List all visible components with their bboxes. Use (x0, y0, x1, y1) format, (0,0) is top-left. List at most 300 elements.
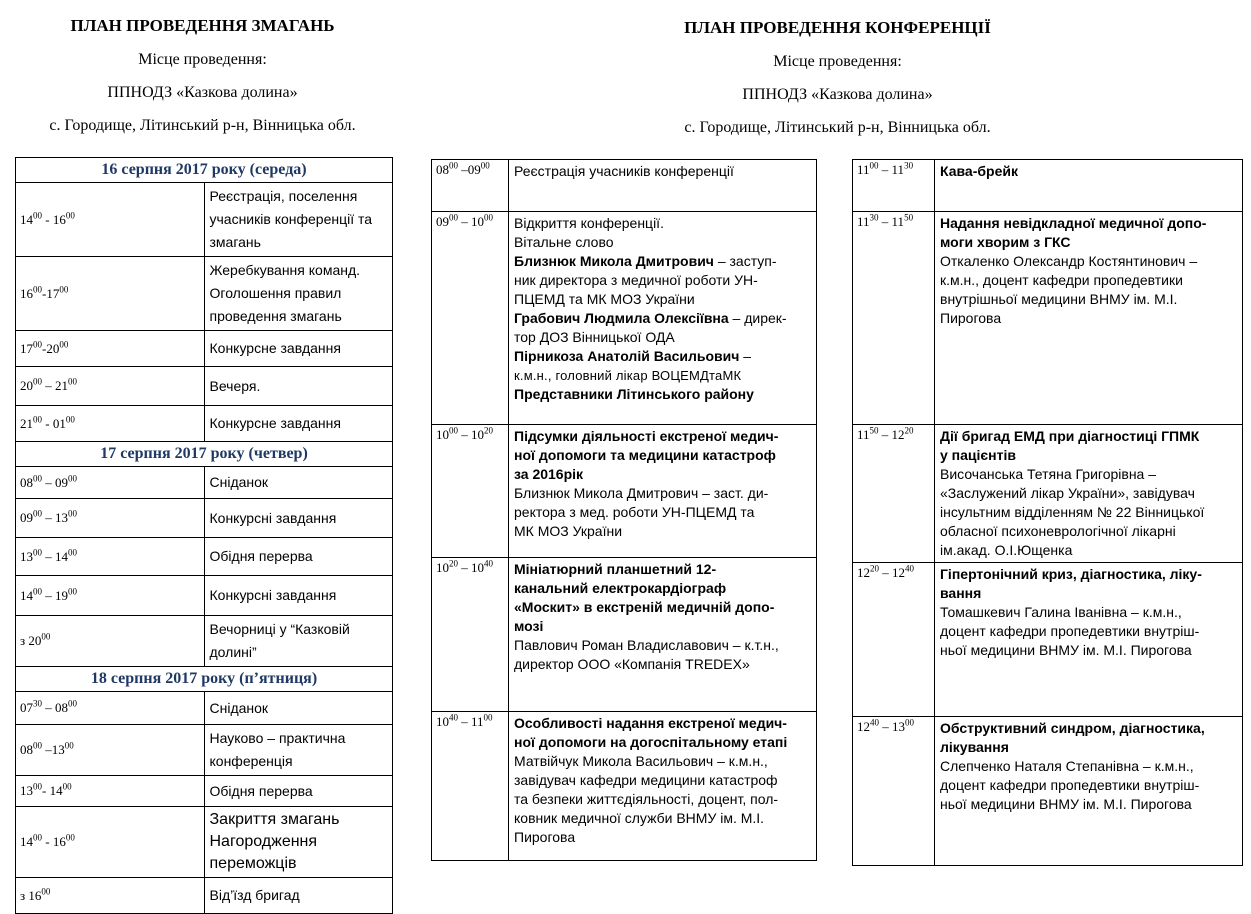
time-cell (16, 725, 205, 776)
time-end-hour: 11 (891, 162, 905, 177)
time-end-minutes: 00 (68, 698, 77, 709)
time-separator: - (42, 340, 47, 356)
program-cell (935, 717, 1243, 866)
time-end-minutes: 00 (484, 212, 493, 223)
program-text: МК МОЗ України (514, 523, 623, 539)
event-cell: Вечеря. (204, 367, 393, 406)
time-cell (853, 717, 935, 866)
schedule-row (16, 406, 393, 442)
competition-header (15, 16, 390, 150)
program-text: Реєстрація учасників конференції (514, 163, 734, 179)
program-text: завідувач кафедри медицини катастроф (514, 772, 778, 788)
time-cell (16, 331, 205, 367)
program-line (514, 309, 811, 328)
schedule-row (16, 183, 393, 257)
time-end-minutes: 40 (484, 558, 493, 569)
day-heading-row (16, 442, 393, 467)
day-heading-row (16, 667, 393, 692)
time-separator: – (42, 474, 55, 490)
program-text: внутрішньої медицини ВНМУ ім. М.І. (940, 291, 1178, 307)
program-line (514, 427, 811, 446)
time-start-hour: 12 (857, 565, 870, 580)
time-end-minutes: 00 (68, 376, 77, 387)
time-start-hour: 08 (20, 474, 33, 490)
time-cell (16, 576, 205, 616)
topic-title: ної допомоги на догоспітальному етапі (514, 734, 788, 750)
time-end-hour: 10 (471, 214, 484, 229)
time-start-hour: 10 (436, 427, 449, 442)
program-text: к.м.н., доцент кафедри пропедевтики (940, 272, 1183, 288)
time-cell (853, 563, 935, 717)
program-text: Пирогова (514, 829, 576, 845)
day-heading-row (16, 158, 393, 183)
time-start-minutes: 00 (869, 160, 879, 171)
program-line (940, 214, 1237, 233)
program-line (514, 385, 811, 404)
schedule-row (16, 257, 393, 331)
program-line (514, 598, 811, 617)
program-cell (935, 212, 1243, 425)
schedule-row (16, 776, 393, 807)
topic-title: канальний електрокардіограф (514, 580, 727, 596)
program-text: ковник медичної служби ВНМУ ім. М.І. (514, 810, 765, 826)
time-start-hour: 11 (857, 427, 870, 442)
time-end-hour: 09 (467, 162, 481, 177)
time-separator: – (878, 214, 892, 229)
time-end-hour: 10 (471, 560, 484, 575)
program-line (940, 738, 1237, 757)
time-end-hour: 17 (46, 285, 60, 301)
program-line (514, 560, 811, 579)
program-line (514, 790, 811, 809)
program-text: Відкриття конференції. (514, 215, 664, 231)
awarding-line: Нагородження переможців (209, 833, 318, 872)
time-separator: – (42, 548, 55, 564)
time-cell (16, 367, 205, 406)
program-row (853, 717, 1243, 866)
time-cell (16, 692, 205, 725)
time-cell (16, 878, 205, 914)
time-end-minutes: 20 (904, 425, 914, 436)
time-separator: – (42, 742, 52, 757)
program-line (514, 579, 811, 598)
event-cell: Конкурсні завдання (204, 499, 393, 538)
time-start-minutes: 00 (33, 376, 42, 387)
time-end-hour: 09 (55, 474, 68, 490)
program-line (514, 522, 811, 541)
time-end-hour: 21 (55, 378, 68, 393)
topic-title: Дії бригад ЕМД при діагностиці ГПМК (940, 428, 1200, 444)
topic-title: лікування (940, 739, 1009, 755)
time-end-minutes: 30 (904, 160, 914, 171)
schedule-row (16, 576, 393, 616)
time-start-minutes: 00 (33, 547, 42, 558)
event-cell: Від’їзд бригад (204, 878, 393, 914)
time-start-minutes: 00 (449, 160, 458, 171)
time-separator: - (42, 415, 53, 431)
program-text: Височанська Тетяна Григорівна – (940, 466, 1157, 482)
event-cell: Жеребкування команд. Оголошення правил проведення змагань (204, 257, 393, 331)
schedule-row (16, 616, 393, 667)
speaker-name: Пірникоза Анатолій Васильович (514, 348, 740, 364)
program-cell (509, 160, 817, 212)
time-separator: – (42, 378, 55, 393)
time-start-minutes: 00 (33, 508, 42, 519)
time-separator: – (878, 427, 892, 442)
time-end-minutes: 50 (904, 212, 914, 223)
speaker-role: – дирек- (728, 310, 787, 326)
conference-title: ПЛАН ПРОВЕДЕННЯ КОНФЕРЕНЦІЇ (684, 18, 991, 37)
time-separator: – (458, 162, 468, 177)
program-line (940, 603, 1237, 622)
program-text: Вітальне слово (514, 234, 614, 250)
time-start-minutes: 20 (870, 563, 879, 574)
time-start-hour: 09 (20, 510, 33, 525)
program-text: ім.акад. О.І.Ющенка (940, 542, 1073, 558)
time-start-hour: 17 (20, 340, 33, 356)
time-end-hour: 13 (892, 719, 905, 734)
time-cell (853, 425, 935, 563)
time-separator: - (42, 834, 53, 849)
event-cell: Конкурсні завдання (204, 576, 393, 616)
time-end-hour: 14 (55, 548, 68, 564)
topic-title: ної допомоги та медицини катастроф (514, 447, 776, 463)
schedule-row (16, 878, 393, 914)
time-end-minutes: 00 (59, 339, 69, 350)
time-start-hour: 16 (20, 285, 33, 301)
time-separator: – (458, 560, 471, 575)
time-start-minutes: 50 (869, 425, 879, 436)
time-separator: – (458, 427, 471, 442)
program-line (514, 465, 811, 484)
time-separator: – (879, 565, 892, 580)
program-line (940, 776, 1237, 795)
venue-label: Місце проведення: (138, 51, 267, 68)
program-line (514, 752, 811, 771)
time-start-hour: 11 (857, 214, 870, 229)
event-cell: Конкурсне завдання (204, 406, 393, 442)
closing-line: Закриття змагань (209, 811, 340, 828)
program-text: ньої медицини ВНМУ ім. М.І. Пирогова (940, 642, 1192, 658)
program-text: ректора з мед. роботи УН-ПЦЕМД та (514, 504, 755, 520)
schedule-row (16, 807, 393, 878)
program-row (432, 160, 817, 212)
time-cell (16, 499, 205, 538)
event-cell: Науково – практична конференція (204, 725, 393, 776)
time-cell (16, 538, 205, 576)
time-end-minutes: 00 (68, 547, 77, 558)
time-separator: - (42, 783, 50, 798)
schedule-row (16, 538, 393, 576)
time-start-hour: 08 (20, 742, 33, 757)
competition-schedule-table (15, 157, 393, 914)
program-row (432, 212, 817, 425)
time-start-minutes: 30 (869, 212, 879, 223)
event-cell (204, 807, 393, 878)
time-end-minutes: 00 (64, 740, 74, 751)
program-row (432, 425, 817, 558)
event-cell: Конкурсне завдання (204, 331, 393, 367)
program-line (514, 828, 811, 847)
time-start-minutes: 00 (33, 284, 42, 295)
program-line (940, 252, 1237, 271)
time-start-minutes: 00 (449, 425, 458, 436)
program-row (432, 712, 817, 861)
schedule-row (16, 367, 393, 406)
program-line (514, 484, 811, 503)
event-cell: Обідня перерва (204, 776, 393, 807)
time-separator: – (42, 587, 55, 603)
schedule-row (16, 725, 393, 776)
time-prefix: з (20, 887, 29, 903)
topic-title: Особливості надання екстреної медич- (514, 715, 787, 731)
time-start-minutes: 00 (41, 886, 51, 897)
program-line (940, 271, 1237, 290)
schedule-row (16, 331, 393, 367)
time-cell (16, 467, 205, 499)
program-line (940, 584, 1237, 603)
program-line (940, 290, 1237, 309)
program-text: Матвійчук Микола Васильович – к.м.н., (514, 753, 768, 769)
program-line (514, 214, 811, 233)
program-text: тор ДОЗ Вінницької ОДА (514, 329, 675, 345)
program-cell (935, 425, 1243, 563)
time-end-minutes: 00 (905, 717, 914, 728)
time-cell (432, 425, 509, 558)
program-line (940, 309, 1237, 328)
program-line (514, 733, 811, 752)
time-cell (432, 558, 509, 712)
venue-address: с. Городище, Літинський р-н, Вінницька обл. (49, 117, 356, 134)
time-start-minutes: 20 (449, 558, 458, 569)
event-cell: Сніданок (204, 467, 393, 499)
program-row (853, 212, 1243, 425)
schedule-row (16, 692, 393, 725)
program-line (940, 641, 1237, 660)
time-start-hour: 10 (436, 560, 449, 575)
program-line (940, 484, 1237, 503)
time-start-hour: 07 (20, 700, 33, 715)
program-line (940, 622, 1237, 641)
event-cell: Вечорниці у “Казковій долині” (204, 616, 393, 667)
time-start-minutes: 00 (33, 414, 42, 425)
time-end-hour: 12 (892, 565, 905, 580)
time-separator: – (878, 162, 892, 177)
time-end-minutes: 00 (68, 586, 77, 597)
program-row (853, 425, 1243, 563)
event-cell: Реєстрація, поселення учасників конференції та змагань (204, 183, 393, 257)
program-line (940, 427, 1237, 446)
time-start-hour: 10 (436, 714, 449, 729)
program-text: Близнюк Микола Дмитрович – заст. ди- (514, 485, 769, 501)
time-start-hour: 20 (20, 378, 33, 393)
program-text: Слепченко Наталя Степанівна – к.м.н., (940, 758, 1194, 774)
program-line (940, 503, 1237, 522)
program-cell (509, 558, 817, 712)
program-text: ПЦЕМД та МК МОЗ України (514, 291, 695, 307)
program-line (514, 771, 811, 790)
topic-title: Представники Літинського району (514, 386, 754, 402)
time-start-minutes: 00 (33, 740, 42, 751)
speaker-role: – (739, 348, 752, 364)
time-end-hour: 13 (55, 510, 68, 525)
time-end-hour: 11 (891, 214, 905, 229)
venue-name: ППНОДЗ «Казкова долина» (742, 86, 933, 103)
program-cell (509, 425, 817, 558)
event-cell: Обідня перерва (204, 538, 393, 576)
time-end-minutes: 00 (65, 832, 75, 843)
time-start-hour: 09 (436, 214, 449, 229)
speaker-name: Близнюк Микола Дмитрович (514, 253, 714, 269)
program-line (940, 162, 1237, 181)
event-cell: Сніданок (204, 692, 393, 725)
time-cell (432, 212, 509, 425)
program-line (940, 465, 1237, 484)
time-cell (16, 807, 205, 878)
program-line (940, 446, 1237, 465)
venue-label: Місце проведення: (773, 53, 902, 70)
time-start-hour: 14 (20, 587, 33, 603)
program-row (853, 563, 1243, 717)
time-end-hour: 19 (55, 587, 68, 603)
time-separator: – (42, 510, 55, 525)
program-text: «Заслужений лікар України», завідувач (940, 485, 1195, 501)
time-start-minutes: 00 (33, 781, 42, 792)
time-end-minutes: 00 (65, 210, 75, 221)
topic-title: Надання невідкладної медичної допо- (940, 215, 1207, 231)
competition-title: ПЛАН ПРОВЕДЕННЯ ЗМАГАНЬ (70, 16, 335, 35)
program-line (514, 366, 811, 385)
topic-title: Обструктивний синдром, діагностика, (940, 720, 1205, 736)
time-start-hour: 21 (20, 415, 33, 431)
topic-title: Підсумки діяльності екстреної медич- (514, 428, 779, 444)
program-text: Павлович Роман Владиславович – к.т.н., (514, 637, 779, 653)
schedule-row (16, 467, 393, 499)
topic-title: мозі (514, 618, 544, 634)
program-line (514, 347, 811, 366)
topic-title: моги хворим з ГКС (940, 234, 1071, 250)
time-start-hour: 11 (857, 162, 870, 177)
time-start-minutes: 00 (33, 210, 42, 221)
time-start-minutes: 00 (33, 339, 42, 350)
topic-title: Кава-брейк (940, 163, 1018, 179)
program-text: директор ООО «Компанія TREDEX» (514, 656, 750, 672)
time-start-hour: 20 (28, 633, 42, 648)
program-text: Откаленко Олександр Костянтинович – (940, 253, 1198, 269)
speaker-role: – заступ- (713, 253, 777, 269)
time-end-hour: 13 (51, 742, 65, 757)
topic-title: вання (940, 585, 982, 601)
time-start-hour: 14 (20, 834, 33, 849)
program-line (940, 541, 1237, 560)
time-end-hour: 01 (52, 415, 66, 431)
time-end-minutes: 00 (62, 781, 72, 792)
time-end-hour: 14 (49, 783, 63, 798)
time-end-hour: 20 (46, 340, 60, 356)
program-row (853, 160, 1243, 212)
program-line (940, 233, 1237, 252)
time-end-minutes: 00 (483, 712, 493, 723)
time-cell (432, 160, 509, 212)
time-start-minutes: 00 (33, 832, 42, 843)
time-end-minutes: 00 (68, 473, 77, 484)
time-start-minutes: 00 (449, 212, 458, 223)
venue-name: ППНОДЗ «Казкова долина» (107, 84, 298, 101)
time-end-hour: 16 (52, 834, 66, 849)
time-end-minutes: 20 (484, 425, 493, 436)
program-line (940, 522, 1237, 541)
time-start-hour: 08 (436, 162, 449, 177)
time-end-hour: 16 (52, 211, 66, 227)
topic-title: «Москит» в екстреній медичній допо- (514, 599, 775, 615)
time-cell (16, 616, 205, 667)
time-separator: – (879, 719, 892, 734)
time-cell (16, 257, 205, 331)
time-separator: - (42, 211, 53, 227)
time-end-minutes: 00 (68, 508, 77, 519)
program-text: інсультним відділенням № 22 Вінницької (940, 504, 1205, 520)
time-start-minutes: 00 (33, 473, 42, 484)
time-cell (853, 160, 935, 212)
program-cell (935, 563, 1243, 717)
time-start-minutes: 30 (33, 698, 42, 709)
time-prefix: з (20, 633, 29, 648)
time-cell (16, 776, 205, 807)
program-text: доцент кафедри пропедевтики внутріш- (940, 777, 1200, 793)
program-line (514, 290, 811, 309)
program-line (514, 446, 811, 465)
time-separator: - (42, 285, 47, 301)
program-text: обласної психоневрологічної лікарні (940, 523, 1176, 539)
program-line (514, 271, 811, 290)
program-text: Томашкевич Галина Іванівна – к.м.н., (940, 604, 1182, 620)
time-start-minutes: 40 (870, 717, 879, 728)
topic-title: у пацієнтів (940, 447, 1016, 463)
program-text: Пирогова (940, 310, 1002, 326)
program-text: та безпеки життєдіяльності, доцент, пол- (514, 791, 779, 807)
program-text: ник директора з медичної роботи УН- (514, 272, 758, 288)
program-line (514, 655, 811, 674)
time-start-minutes: 00 (33, 586, 42, 597)
time-separator: – (458, 714, 471, 729)
venue-address: с. Городище, Літинський р-н, Вінницька обл. (684, 119, 991, 136)
conference-program-col1 (431, 159, 817, 861)
topic-title: за 2016рік (514, 466, 584, 482)
time-end-minutes: 40 (905, 563, 914, 574)
conference-program-col2 (852, 159, 1243, 866)
time-start-hour: 12 (857, 719, 870, 734)
program-line (514, 636, 811, 655)
program-line (514, 233, 811, 252)
conference-header (430, 18, 1245, 152)
program-line (940, 757, 1237, 776)
program-cell (509, 712, 817, 861)
program-line (514, 328, 811, 347)
program-line (514, 617, 811, 636)
time-cell (16, 406, 205, 442)
program-line (514, 162, 811, 181)
time-cell (16, 183, 205, 257)
program-line (940, 795, 1237, 814)
time-start-minutes: 00 (41, 631, 51, 642)
time-start-hour: 14 (20, 211, 33, 227)
topic-title: Гіпертонічний криз, діагностика, ліку- (940, 566, 1202, 582)
time-separator: – (458, 214, 471, 229)
program-line (514, 714, 811, 733)
time-start-minutes: 40 (449, 712, 458, 723)
program-text: ньої медицини ВНМУ ім. М.І. Пирогова (940, 796, 1192, 812)
schedule-row (16, 499, 393, 538)
